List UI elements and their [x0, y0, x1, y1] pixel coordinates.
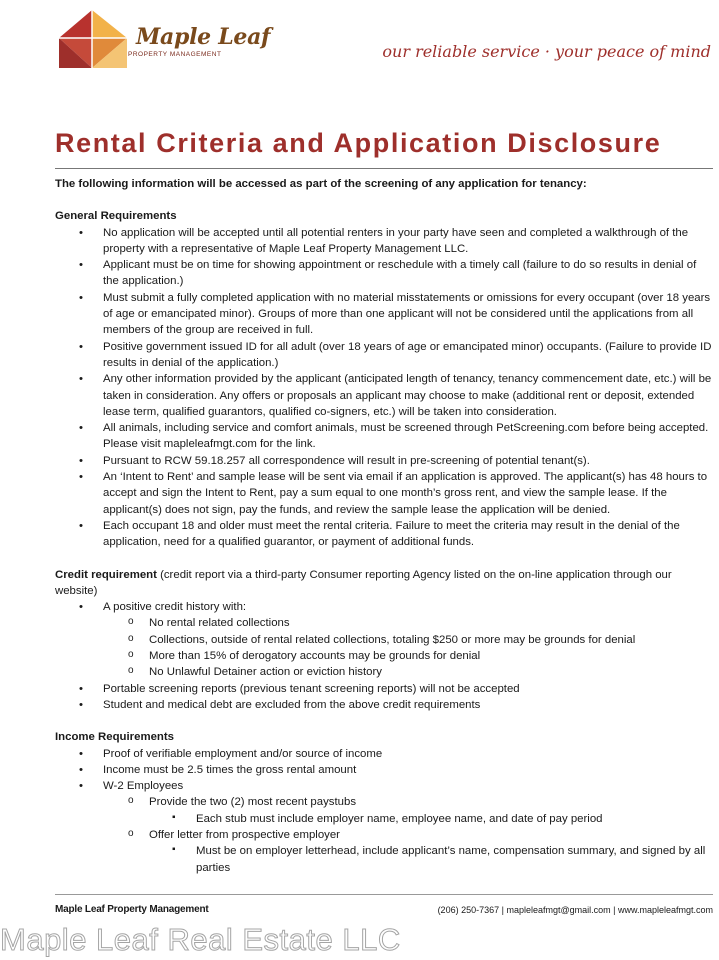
page-title: Rental Criteria and Application Disclosure	[55, 128, 662, 158]
brand-subtitle: PROPERTY MANAGEMENT	[128, 51, 222, 58]
list-item: • Positive government issued ID for all adult (over 18 years of age or emancipated minor) occupants. (Failure to provide ID results in denial of the application.)	[55, 339, 714, 372]
list-item: • Must submit a fully completed application with no material misstatements or omissions for every occupant (over 18 years of age or emancipated minor). Groups of more than one applicant will not be considered until the applications from all members of the group are received in full.	[55, 290, 714, 339]
list-item-text: W-2 Employees	[103, 780, 184, 793]
list-item: • All animals, including service and comfort animals, must be screened through PetScreening.com before being accepted. Please visit mapleleafmgt.com for the link.	[55, 420, 714, 453]
footer-company-name: Maple Leaf Property Management	[55, 904, 209, 915]
list-item: • Pursuant to RCW 59.18.257 all correspondence will result in pre-screening of potential tenant(s).	[55, 453, 714, 469]
list-item: • No application will be accepted until all potential renters in your party have seen and completed a walkthrough of the property with a representative of Maple Leaf Property Management LLC.	[55, 225, 714, 258]
credit-heading-note: (credit report via a third-party Consumer reporting Agency listed on the on-line application through our website)	[55, 568, 672, 597]
sub-list-item	[55, 827, 714, 876]
title-divider	[55, 168, 713, 169]
list-item-text: A positive credit history with:	[103, 601, 247, 614]
tagline: our reliable service · your peace of mind	[382, 42, 711, 61]
list-item: • Each occupant 18 and older must meet the rental criteria. Failure to meet the criteria may result in the denial of the application, need for a qualified guarantor, or payment of additional funds.	[55, 518, 714, 551]
paystub-detail-list	[149, 811, 714, 827]
income-requirements-heading: Income Requirements	[55, 731, 175, 744]
list-item	[55, 778, 714, 876]
document-body	[55, 176, 714, 876]
sub-list-item: o No Unlawful Detainer action or eviction history	[55, 664, 714, 680]
general-requirements-list	[55, 225, 714, 551]
credit-sublist	[103, 615, 714, 680]
house-logo-icon	[57, 8, 131, 70]
footer-contact: (206) 250-7367 | mapleleafmgt@gmail.com | www.mapleleafmgt.com	[437, 905, 713, 915]
sub-list-item-text: Offer letter from prospective employer	[149, 828, 340, 841]
list-item: • Income must be 2.5 times the gross rental amount	[55, 762, 714, 778]
list-item: • Any other information provided by the applicant (anticipated length of tenancy, tenancy commencement date, etc.) will be taken in consideration. Any offers or proposals an applicant may choose to make (additional rent or deposit, extended lease term, qualified guarantors, qualified co-signers, etc.) will be taken into consideration.	[55, 371, 714, 420]
sub-list-item-text: Provide the two (2) most recent paystubs	[149, 796, 357, 809]
credit-requirement-list	[55, 599, 714, 713]
general-requirements-heading: General Requirements	[55, 210, 177, 223]
credit-heading-bold: Credit requirement	[55, 568, 157, 581]
list-item: • Applicant must be on time for showing appointment or reschedule with a timely call (failure to do so results in denial of the application.)	[55, 257, 714, 290]
list-item	[55, 599, 714, 680]
footer-divider	[55, 894, 713, 895]
detail-list-item: ▪ Must be on employer letterhead, include applicant’s name, compensation summary, and signed by all parties	[55, 843, 714, 876]
brand-name: Maple Leaf	[136, 24, 271, 50]
sub-list-item: o More than 15% of derogatory accounts may be grounds for denial	[55, 648, 714, 664]
intro-text: The following information will be accessed as part of the screening of any application for tenancy:	[55, 178, 587, 190]
sub-list-item: o Collections, outside of rental related collections, totaling $250 or more may be grounds for denial	[55, 632, 714, 648]
detail-list-item: ▪ Each stub must include employer name, employee name, and date of pay period	[55, 811, 714, 827]
sub-list-item	[55, 794, 714, 827]
list-item: • Proof of verifiable employment and/or source of income	[55, 746, 714, 762]
watermark: Maple Leaf Real Estate LLC	[0, 922, 401, 957]
offer-letter-detail-list	[149, 843, 714, 876]
list-item: • Portable screening reports (previous tenant screening reports) will not be accepted	[55, 681, 714, 697]
w2-sublist	[103, 794, 714, 875]
income-requirements-list	[55, 746, 714, 876]
credit-requirement-heading	[55, 567, 714, 600]
list-item: • An ‘Intent to Rent’ and sample lease will be sent via email if an application is approved. The applicant(s) has 48 hours to accept and sign the Intent to Rent, pay a sum equal to one month’s gross rent, and view the sample lease. If the applicant(s) does not sign, pay the funds, and review the sample lease the application will be denied.	[55, 469, 714, 518]
sub-list-item: o No rental related collections	[55, 615, 714, 631]
company-logo	[57, 8, 271, 72]
list-item: • Student and medical debt are excluded from the above credit requirements	[55, 697, 714, 713]
